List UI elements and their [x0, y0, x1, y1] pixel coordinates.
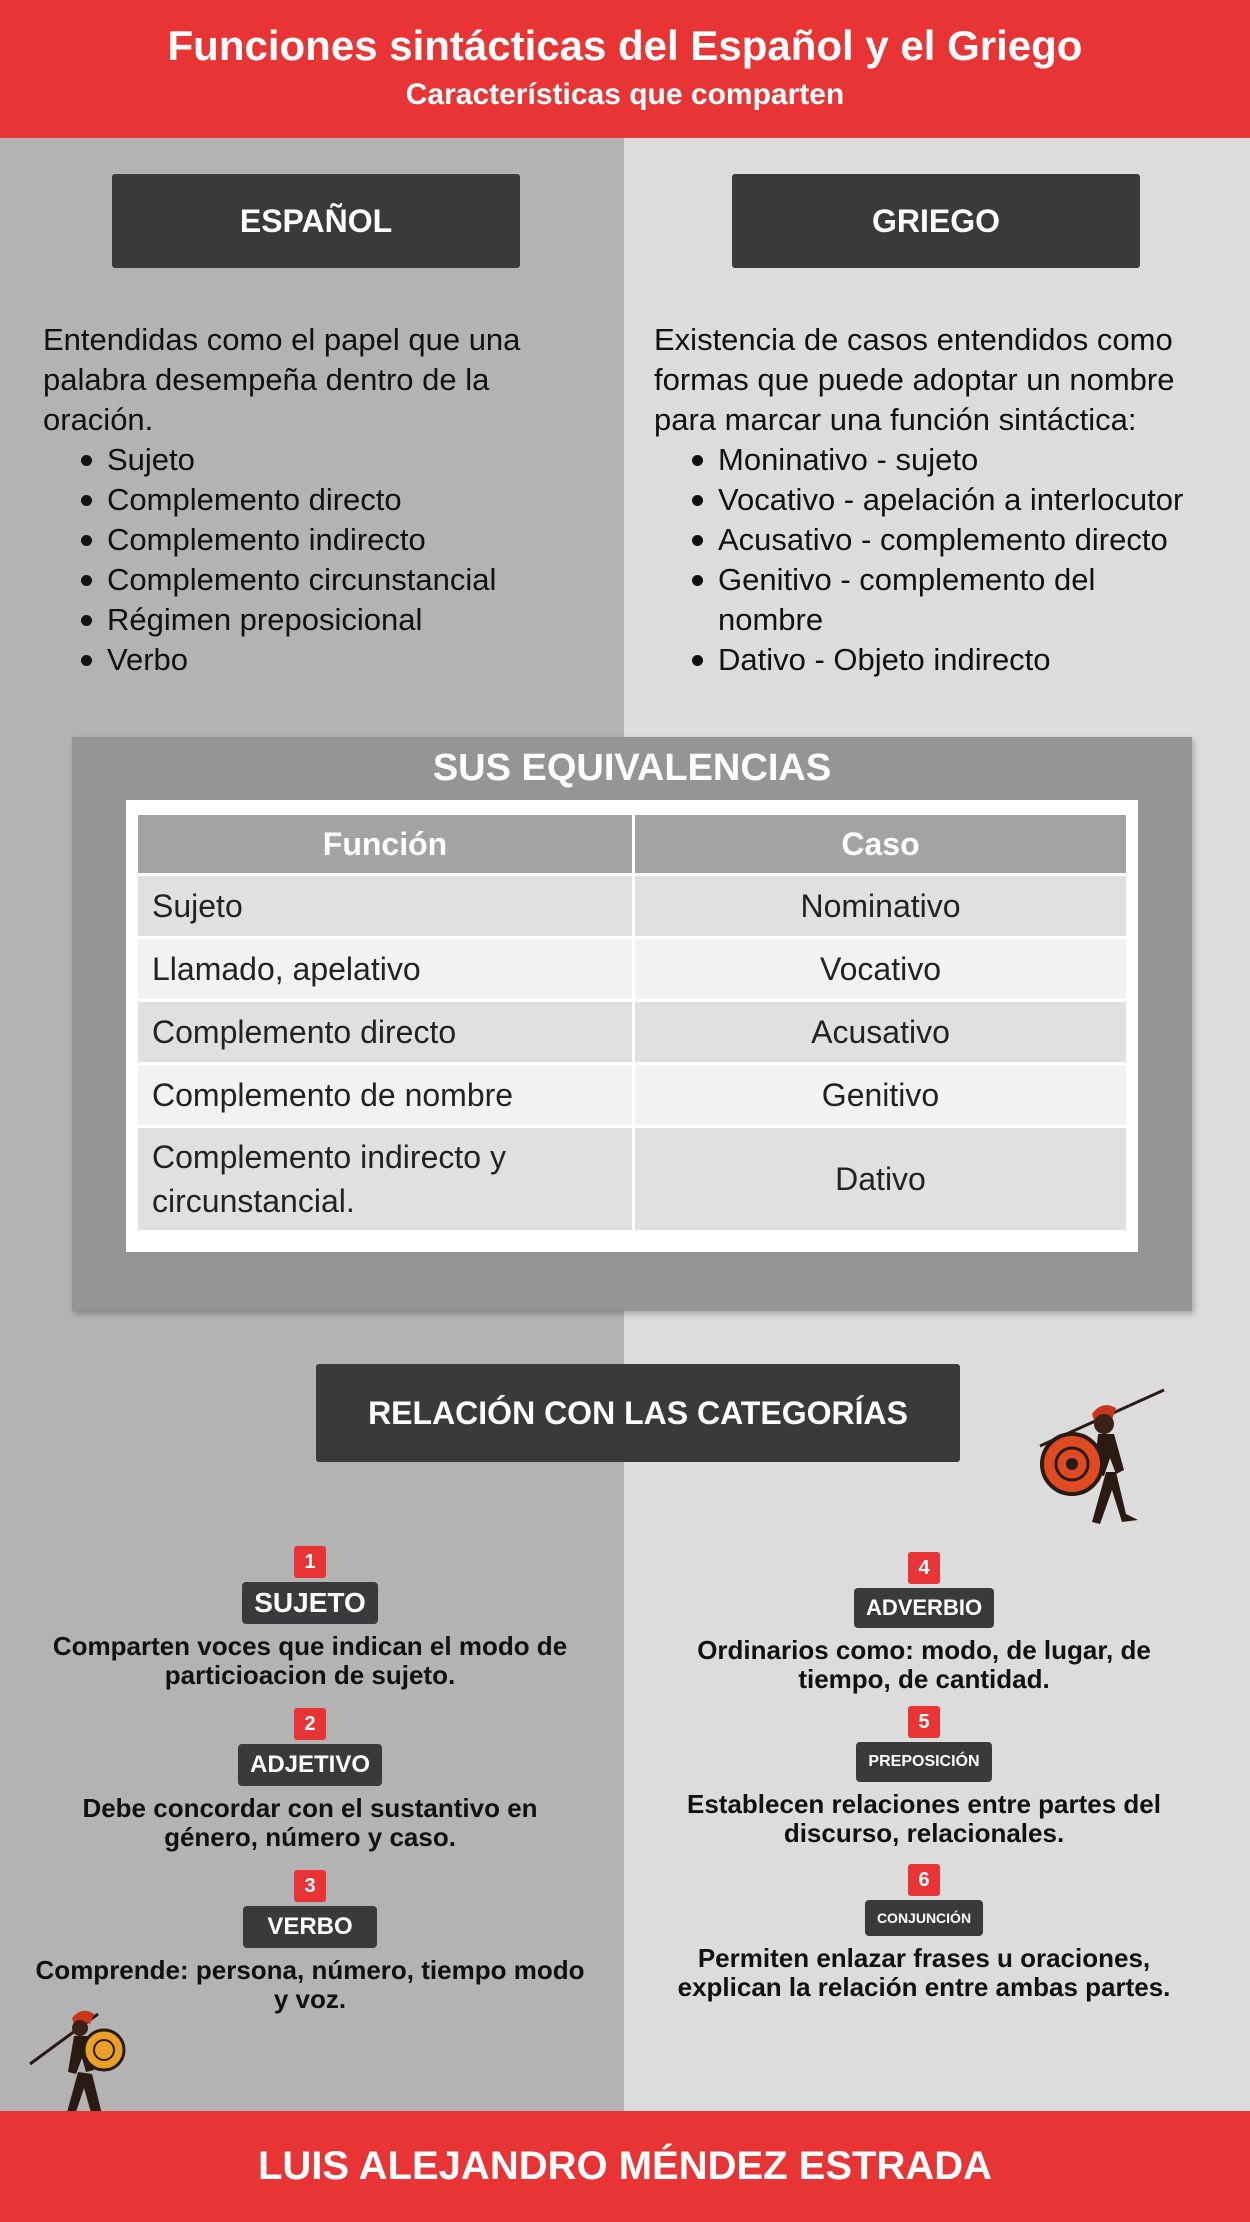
category-number-badge: 3 — [294, 1870, 326, 1902]
category-description — [654, 1944, 1194, 2002]
list-item: Genitivo - complemento del nombre — [688, 560, 1128, 640]
category-label: VERBO — [243, 1906, 376, 1948]
griego-description — [654, 320, 1244, 680]
category-conjuncion — [654, 1864, 1194, 2002]
category-number-badge: 6 — [908, 1864, 940, 1896]
list-item: Acusativo - complemento directo — [688, 520, 1244, 560]
category-label: ADJETIVO — [238, 1744, 382, 1786]
table-row — [138, 1002, 1126, 1062]
category-label: SUJETO — [242, 1582, 378, 1624]
table-row — [138, 1065, 1126, 1125]
table-row — [138, 939, 1126, 999]
category-adverbio — [654, 1552, 1194, 1694]
list-item: Dativo - Objeto indirecto — [688, 640, 1244, 680]
category-description-line: Permiten enlazar frases u oraciones, — [697, 1943, 1151, 1973]
category-label: ADVERBIO — [854, 1588, 994, 1628]
category-verbo — [30, 1870, 590, 2014]
caso-cell: Dativo — [632, 1128, 1126, 1230]
caso-cell: Nominativo — [632, 876, 1126, 936]
list-item: Régimen preposicional — [77, 600, 613, 640]
category-description-line: discurso, relacionales. — [783, 1818, 1065, 1848]
griego-intro-line: formas que puede adoptar un nombre — [654, 362, 1175, 397]
category-description — [654, 1790, 1194, 1848]
author-name: LUIS ALEJANDRO MÉNDEZ ESTRADA — [257, 2144, 993, 2188]
griego-heading-label: GRIEGO — [871, 202, 1000, 239]
spartan-warrior-icon — [28, 2004, 132, 2122]
espanol-intro-line: Entendidas como el papel que una — [43, 322, 521, 357]
category-description-line: Comprende: persona, número, tiempo modo — [35, 1955, 585, 1985]
equivalencias-table-frame — [126, 800, 1138, 1252]
griego-intro-line: para marcar una función sintáctica: — [654, 402, 1137, 437]
funcion-cell: Sujeto — [138, 876, 632, 936]
list-item: Complemento indirecto — [77, 520, 613, 560]
list-item: Moninativo - sujeto — [688, 440, 1244, 480]
column-header-caso: Caso — [632, 815, 1126, 873]
espanol-function-list — [77, 440, 613, 680]
espanol-intro-line: oración. — [43, 402, 154, 437]
category-description-line: y voz. — [273, 1984, 347, 2014]
category-description-line: género, número y caso. — [164, 1822, 456, 1852]
list-item: Complemento circunstancial — [77, 560, 613, 600]
caso-cell: Acusativo — [632, 1002, 1126, 1062]
griego-case-list — [688, 440, 1244, 680]
espanol-heading-label: ESPAÑOL — [239, 202, 393, 239]
category-description — [30, 1794, 590, 1852]
category-number-badge: 5 — [908, 1706, 940, 1738]
relacion-heading — [316, 1364, 960, 1462]
category-number-badge: 2 — [294, 1708, 326, 1740]
caso-cell: Genitivo — [632, 1065, 1126, 1125]
relacion-heading-label: RELACIÓN CON LAS CATEGORÍAS — [368, 1394, 908, 1431]
griego-heading — [732, 174, 1140, 268]
category-adjetivo — [30, 1708, 590, 1852]
espanol-heading — [112, 174, 520, 268]
espanol-description — [43, 320, 613, 680]
list-item: Sujeto — [77, 440, 613, 480]
category-label: PREPOSICIÓN — [856, 1742, 991, 1782]
equivalencias-panel — [72, 737, 1192, 1311]
category-description — [30, 1632, 590, 1690]
griego-intro-line: Existencia de casos entendidos como — [654, 322, 1173, 357]
equivalencias-table — [138, 812, 1126, 1233]
category-sujeto — [30, 1546, 590, 1690]
espanol-intro-line: palabra desempeña dentro de la — [43, 362, 490, 397]
footer-banner — [0, 2111, 1250, 2222]
category-number-badge: 1 — [294, 1546, 326, 1578]
category-description-line: Establecen relaciones entre partes del — [687, 1789, 1161, 1819]
table-header-row — [138, 815, 1126, 873]
category-description-line: particioacion de sujeto. — [164, 1660, 456, 1690]
category-description-line: explican la relación entre ambas partes. — [677, 1972, 1171, 2002]
caso-cell: Vocativo — [632, 939, 1126, 999]
column-header-funcion: Función — [138, 815, 632, 873]
table-row — [138, 1128, 1126, 1230]
funcion-cell: Llamado, apelativo — [138, 939, 632, 999]
category-label: CONJUNCIÓN — [865, 1900, 983, 1936]
table-row — [138, 876, 1126, 936]
page-subtitle: Características que comparten — [405, 78, 845, 111]
category-preposicion — [654, 1706, 1194, 1848]
equivalencias-title: SUS EQUIVALENCIAS — [432, 747, 832, 789]
funcion-cell: Complemento de nombre — [138, 1065, 632, 1125]
category-description-line: Ordinarios como: modo, de lugar, de — [697, 1635, 1151, 1665]
funcion-cell: Complemento directo — [138, 1002, 632, 1062]
list-item: Vocativo - apelación a interlocutor — [688, 480, 1244, 520]
list-item: Complemento directo — [77, 480, 613, 520]
funcion-cell: Complemento indirecto y circunstancial. — [138, 1128, 632, 1230]
category-description-line: Comparten voces que indican el modo de — [52, 1631, 568, 1661]
spartan-warrior-icon — [1022, 1384, 1172, 1542]
category-number-badge: 4 — [908, 1552, 940, 1584]
category-description-line: tiempo, de cantidad. — [798, 1664, 1050, 1694]
list-item: Verbo — [77, 640, 613, 680]
category-description — [654, 1636, 1194, 1694]
category-description-line: Debe concordar con el sustantivo en — [82, 1793, 538, 1823]
page-title: Funciones sintácticas del Español y el Griego — [167, 22, 1083, 69]
header-banner — [0, 0, 1250, 138]
